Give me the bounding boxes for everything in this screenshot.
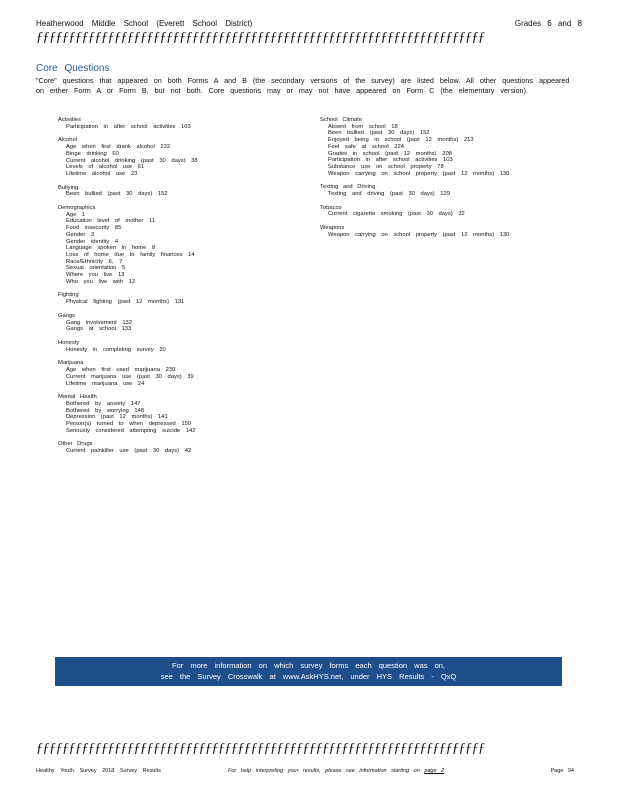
question-item: Participation in after school activities 103 (66, 123, 191, 130)
question-group (58, 185, 308, 198)
footer-help-label: For help interpreting your results, please see information starting on (228, 768, 420, 774)
question-item: Seriously considered attempting suicide 142 (66, 427, 196, 434)
question-item: Race/Ethnicity 6, 7 (66, 258, 123, 265)
group-heading: Texting and Driving (320, 184, 376, 191)
group-heading: Honesty (58, 339, 80, 346)
question-group (58, 340, 308, 353)
right-column (320, 117, 580, 246)
question-item: Been bullied (past 30 days) 152 (66, 191, 168, 198)
group-heading: Alcohol (58, 137, 78, 144)
group-heading: Tobacco (320, 204, 342, 211)
question-item: Absent from school 18 (328, 123, 398, 130)
question-group (58, 360, 308, 387)
question-item: Weapon carrying on school property (past 12 months) 130 (328, 231, 510, 238)
question-item: Gangs at school 133 (66, 326, 132, 333)
page-number: Page 94 (550, 768, 574, 774)
grades-label: Grades 6 and 8 (514, 19, 582, 28)
page-title: Core Questions (36, 63, 110, 74)
question-item: Current cigarette smoking (past 30 days) 32 (328, 211, 465, 218)
question-group (320, 117, 580, 177)
group-heading: Demographics (58, 205, 96, 212)
question-item: Enjoyed being in school (past 12 months) 213 (328, 137, 474, 144)
group-heading: Bullying (58, 184, 79, 191)
group-heading: Marijuana (58, 360, 84, 367)
group-heading: Other Drugs (58, 441, 93, 448)
question-item: Grades in school (past 12 months) 208 (328, 150, 452, 157)
intro-text: "Core" questions that appeared on both Forms A and B (the secondary versions of the survey) are listed below. All other questions appeared on either Form A or Form B, but not both. Core questions may or may not have appeared on Form C (the elementary version). (36, 76, 570, 95)
question-item: Current marijuana use (past 30 days) 39 (66, 373, 194, 380)
footer-help-text (228, 768, 444, 774)
question-item: Bothered by worrying 148 (66, 407, 145, 414)
question-item: Age when first drank alcohol 232 (66, 144, 171, 151)
question-item: Age 1 (66, 211, 86, 218)
left-column (58, 117, 308, 462)
banner-line-2: see the Survey Crosswalk at www.AskHYS.net, under HYS Results - QxQ (160, 672, 457, 681)
group-heading: Gangs (58, 312, 76, 319)
question-item: Current alcohol drinking (past 30 days) 38 (66, 157, 198, 164)
question-group (320, 225, 580, 238)
question-group (58, 117, 308, 130)
question-group (320, 205, 580, 218)
question-item: Language spoken in home 8 (66, 245, 156, 252)
question-group (58, 394, 308, 434)
group-heading: Activities (58, 117, 81, 123)
info-banner (55, 657, 562, 686)
question-item: Lifetime alcohol use 23 (66, 170, 138, 177)
question-item: Binge drinking 60 (66, 150, 119, 157)
question-item: Weapon carrying on school property (past 12 months) 130 (328, 170, 510, 177)
question-item: Food insecurity 85 (66, 225, 122, 232)
question-group (320, 184, 580, 197)
question-item: Lifetime marijuana use 24 (66, 380, 145, 387)
question-item: Where you live 13 (66, 272, 125, 279)
group-heading: School Climate (320, 117, 362, 123)
question-item: Depression (past 12 months) 141 (66, 414, 168, 421)
footer-page-link[interactable]: page 2 (424, 768, 445, 774)
question-group (58, 137, 308, 177)
question-group (58, 292, 308, 305)
school-name: Heatherwood Middle School (Everett School District) (36, 19, 253, 28)
bottom-rule: ƒƒƒƒƒƒƒƒƒƒƒƒƒƒƒƒƒƒƒƒƒƒƒƒƒƒƒƒƒƒƒƒƒƒƒƒƒƒƒƒƒƒƒƒƒƒƒƒƒƒƒƒƒƒƒƒƒƒƒƒƒƒƒƒƒƒƒƒƒ (36, 741, 485, 756)
question-item: Honesty in completing survey 20 (66, 346, 166, 353)
question-group (58, 313, 308, 333)
question-item: Education level of mother 11 (66, 218, 156, 225)
question-item: Levels of alcohol use 61 (66, 164, 145, 171)
top-rule: ƒƒƒƒƒƒƒƒƒƒƒƒƒƒƒƒƒƒƒƒƒƒƒƒƒƒƒƒƒƒƒƒƒƒƒƒƒƒƒƒƒƒƒƒƒƒƒƒƒƒƒƒƒƒƒƒƒƒƒƒƒƒƒƒƒƒƒƒƒ (36, 30, 485, 45)
question-item: Bothered by anxiety 147 (66, 400, 141, 407)
question-item: Gender identity 4 (66, 238, 119, 245)
question-item: Sexual orientation 5 (66, 265, 126, 272)
footer-survey-title: Healthy Youth Survey 2018 Survey Results (36, 768, 161, 774)
question-item: Been bullied (past 30 days) 152 (328, 130, 430, 137)
question-item: Physical fighting (past 12 months) 131 (66, 299, 185, 306)
question-item: Who you live with 12 (66, 278, 136, 285)
question-item: Loss of home due to family finances 14 (66, 251, 195, 258)
question-group (58, 441, 308, 454)
question-item: Gang involvement 132 (66, 319, 133, 326)
group-heading: Weapons (320, 225, 345, 232)
question-item: Feel safe at school 224 (328, 143, 404, 150)
group-heading: Mental Health (58, 394, 97, 401)
group-heading: Fighting (58, 292, 79, 299)
question-group (58, 205, 308, 285)
question-item: Texting and driving (past 30 days) 129 (328, 191, 450, 198)
question-item: Participation in after school activities 103 (328, 157, 453, 164)
banner-line-1: For more information on which survey forms each question was on, (171, 661, 445, 670)
question-item: Age when first used marijuana 230 (66, 367, 176, 374)
question-item: Substance use on school property 78 (328, 163, 444, 170)
question-item: Gender 3 (66, 231, 95, 238)
question-item: Person(s) turned to when depressed 150 (66, 421, 192, 428)
question-item: Current painkiller use (past 30 days) 42 (66, 448, 192, 455)
